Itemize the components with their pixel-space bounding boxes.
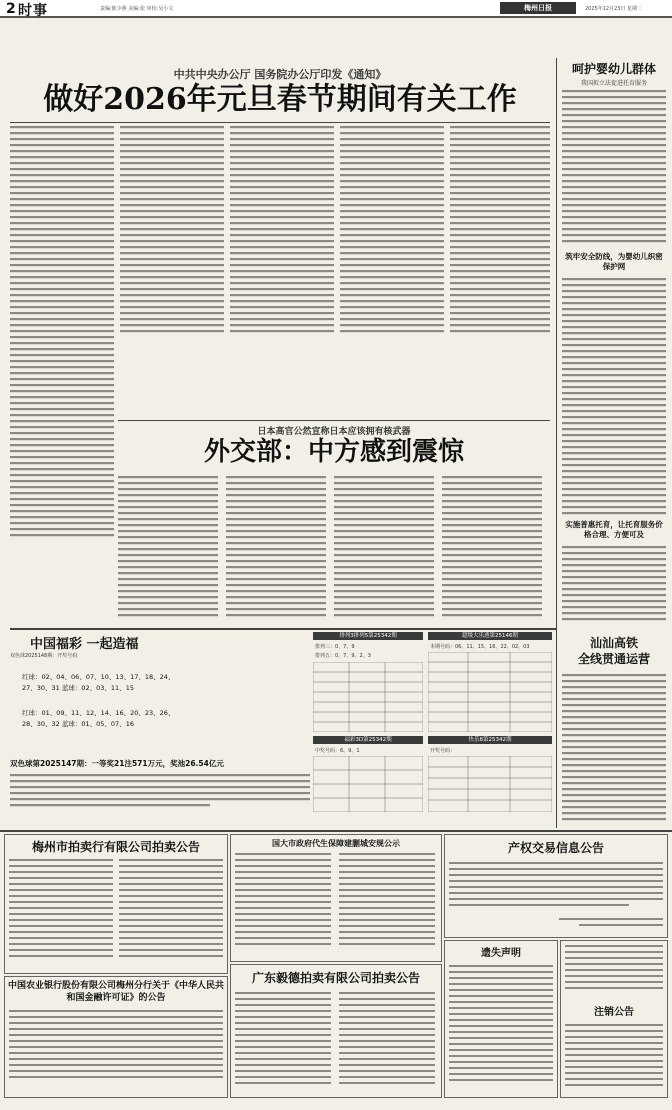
second-kicker: 日本高官公然宣称日本应该拥有核武器 [257, 427, 411, 437]
masthead [0, 0, 672, 18]
issue-date: 2025年12月23日 星期二 [585, 6, 643, 12]
fc3d-header: 福彩3D第25342期 [313, 736, 423, 744]
right-bottom-title-1: 汕汕高铁 [589, 636, 638, 650]
editors-line: 责编:陈少燕 美编:张 审校:吴小文 [100, 6, 174, 12]
ad-cancel-notice-title: 注销公告 [594, 1007, 634, 1018]
ad-public-notice-text [235, 853, 435, 957]
second-body-text [118, 474, 550, 624]
ad-cancel-notice-text [565, 1022, 663, 1102]
lottery-numbers-1: 红球：02、04、06、07、10、13、17、18、24、27、30、31 蓝球：02、03、11、15 [22, 673, 175, 692]
ad-bank-text [9, 1008, 223, 1088]
newspaper-logo: 梅州日报 [500, 2, 576, 14]
ad-lost-notice-title: 遗失声明 [481, 948, 521, 959]
dlt-line: 本期号码：06、11、15、16、22、02、03 [430, 644, 530, 650]
p3-line: 排列三：0、7、9 [315, 644, 355, 650]
ad-auction-1-title: 梅州市拍卖行有限公司拍卖公告 [31, 840, 200, 854]
kl8-line: 开奖号码： [430, 748, 456, 754]
right-story-title: 呵护婴幼儿群体 [571, 62, 656, 76]
kl8-header: 快乐8第25342期 [428, 736, 552, 744]
ad-public-notice-title: 国大市政府代生保障建蒯城安规公示 [272, 838, 400, 848]
column-divider [556, 58, 557, 828]
right-bottom-title-2: 全线贯通运营 [577, 652, 650, 666]
right-story-text-3 [562, 544, 666, 630]
right-story-subtitle: 我国拟立法促进托育服务 [580, 80, 647, 87]
ad-public-notice [230, 834, 442, 962]
ad-auction-1-text [9, 859, 223, 969]
right-story-text [562, 88, 666, 248]
ad-bank-title: 中国农业银行股份有限公司梅州分行关于《中华人民共和国金融许可证》的公告 [7, 981, 224, 1003]
ad-property [444, 834, 668, 938]
divider [0, 830, 672, 832]
dlt-header: 超级大乐透第25146期 [428, 632, 552, 640]
dlt-table [428, 652, 552, 732]
right-story-text-2 [562, 276, 666, 522]
divider [10, 122, 550, 123]
ad-cancel-notice-top-text [565, 945, 663, 995]
p5-line: 排列五：0、7、9、2、3 [315, 653, 371, 659]
ad-cancel-notice [560, 940, 668, 1098]
right-bottom-text [562, 672, 666, 826]
lottery-title: 中国福彩 一起造福 [30, 637, 139, 652]
divider [118, 420, 550, 421]
ad-auction-1 [4, 834, 228, 974]
section-name: 时事 [18, 3, 48, 19]
page-number: 2 [6, 1, 16, 17]
kl8-table [428, 756, 552, 812]
fc3d-line: 中奖号码：6、9、1 [315, 748, 360, 754]
lottery-numbers-2: 红球：01、09、11、12、14、16、20、23、26、28、30、32 蓝球：01、05、07、16 [22, 709, 175, 728]
ad-auction-2-text [235, 990, 435, 1094]
ad-auction-2 [230, 964, 442, 1098]
fc3d-table [313, 756, 423, 812]
ad-bank [4, 976, 228, 1098]
ad-auction-2-title: 广东毅德拍卖有限公司拍卖公告 [251, 971, 420, 985]
p3-table [313, 662, 423, 732]
ad-property-title: 产权交易信息公告 [507, 841, 604, 855]
divider [10, 628, 556, 630]
ad-lost-notice-text [449, 963, 553, 1093]
ad-property-text [449, 860, 663, 936]
lead-kicker: 中共中央办公厅 国务院办公厅印发《通知》 [173, 68, 387, 81]
lead-title: 做好2026年元旦春节期间有关工作 [43, 82, 517, 117]
second-title: 外交部：中方感到震惊 [203, 437, 464, 467]
lottery-text [10, 772, 310, 812]
right-subheading-2: 实施普惠托育，让托育服务价格合理、方便可及 [565, 520, 663, 539]
p3-header: 排列3排列5第25342期 [313, 632, 423, 640]
right-subheading-1: 筑牢安全防线，为婴幼儿织密保护网 [565, 252, 663, 271]
lottery-draw-info: 双色球2025148期：开奖号码 [10, 653, 78, 659]
lottery-headline: 双色球第2025147期：一等奖21注571万元，奖池26.54亿元 [10, 759, 224, 768]
ad-lost-notice [444, 940, 558, 1098]
